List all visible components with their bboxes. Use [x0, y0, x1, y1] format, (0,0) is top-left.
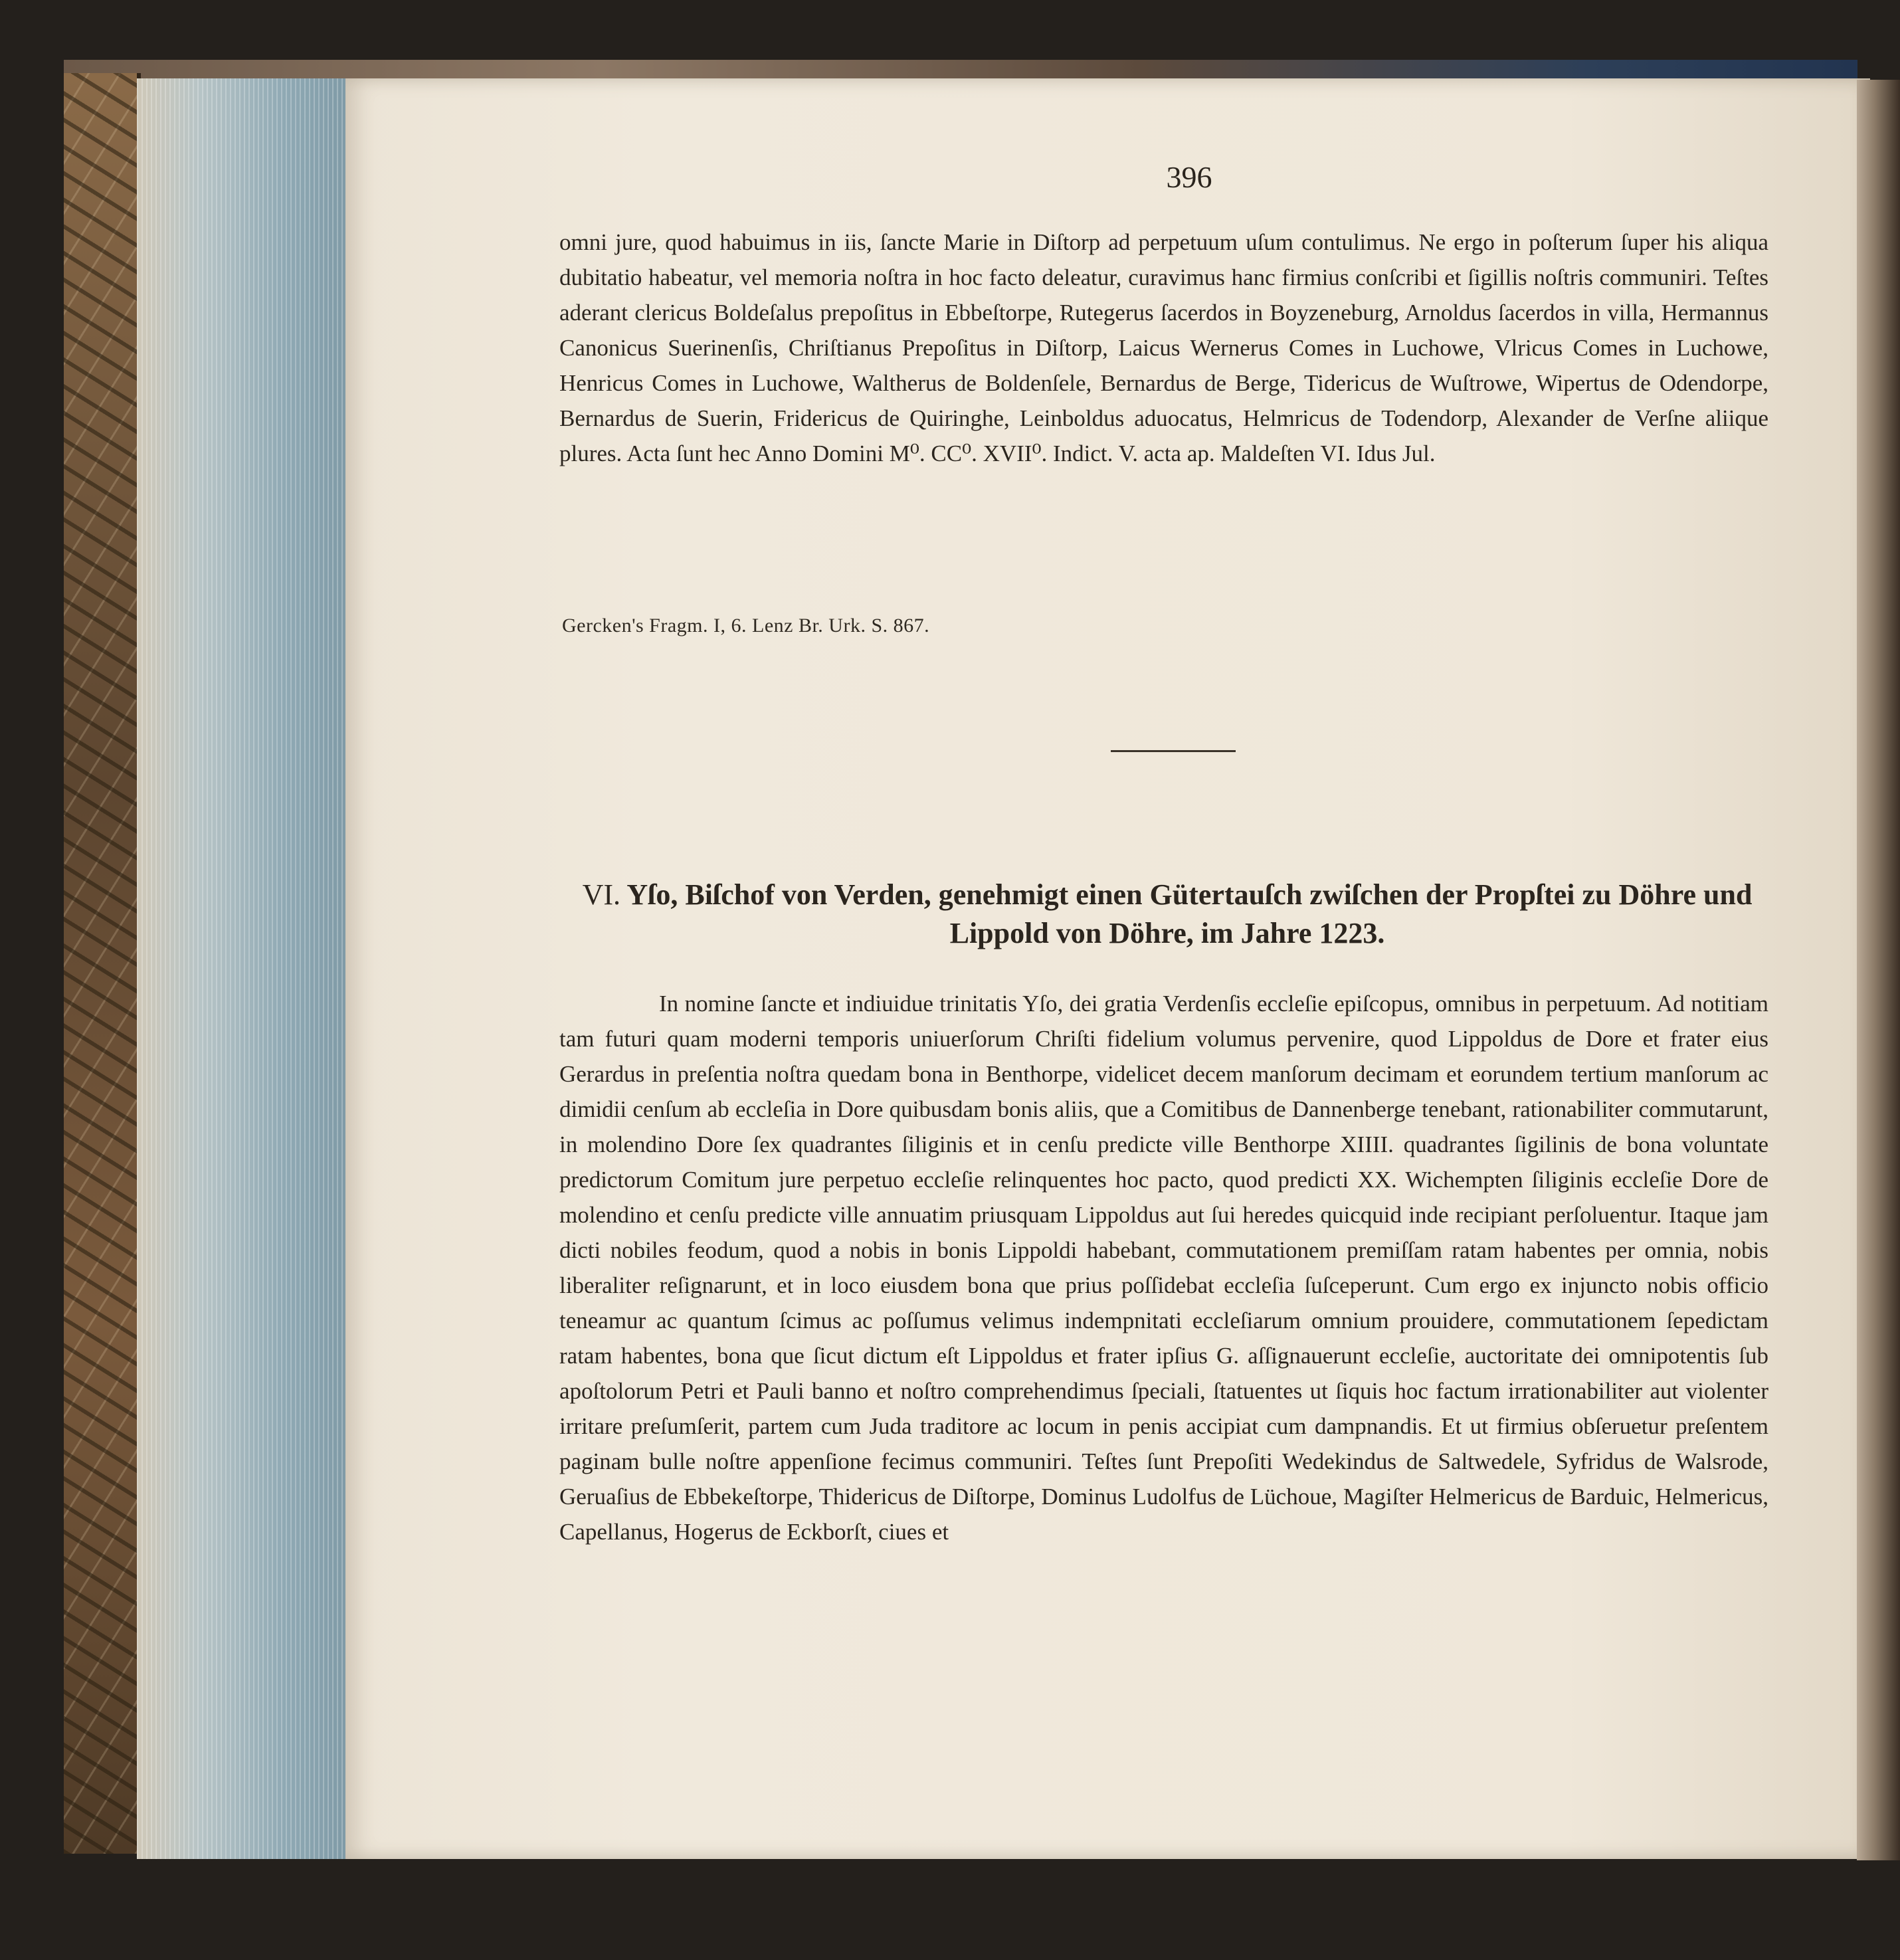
book-cover-edge	[64, 60, 1857, 80]
source-citation: Gercken's Fragm. I, 6. Lenz Br. Urk. S. 867.	[562, 615, 930, 637]
paragraph-document: In nomine ſancte et indiuidue trinitatis Yſo, dei gratia Verdenſis eccleſie epiſcopus, omnibus in perpetuum. Ad notitiam tam futuri quam moderni temporis uniuerſorum Chriſti fidelium volumus pervenire, quod Lippoldus de Dore et frater eius Gerardus in preſentia noſtra quedam bona in Benthorpe, videlicet decem manſorum decimam et eorundem tertium manſorum ac dimidii cenſum ab eccleſia in Dore quibusdam bonis aliis, que a Comitibus de Dannenberge tenebant, rationabiliter commutarunt, in molendino Dore ſex quadrantes ſiliginis et in cenſu predicte ville Benthorpe XIIII. quadrantes ſigilinis de bona voluntate predictorum Comitum jure perpetuo eccleſie relinquentes hoc pacto, quod predicti XX. Wichempten ſiliginis eccleſie Dore de molendino et cenſu predicte ville annuatim priusquam Lippoldus aut ſui heredes quicquid inde recipiant perſoluentur. Itaque jam dicti nobiles feodum, quod a nobis in bonis Lippoldi habebant, commutationem premiſſam ratam habentes per omnia, nobis liberaliter reſignarunt, et in loco eiusdem bona que prius poſſidebat eccleſia ſuſceperunt. Cum ergo ex injuncto nobis officio teneamur ac quantum ſcimus ac poſſumus velimus indempnitati eccleſiarum omnium prouidere, commutationem ſepedictam ratam habentes, bona que ſicut dictum eſt Lippoldus et frater ipſius G. aſſignauerunt eccleſie, auctoritate dei omnipotentis ſub apoſtolorum Petri et Pauli banno et noſtro comprehendimus ſpeciali, ſtatuentes ut ſiquis hoc factum irrationabiliter aut violenter irritare preſumſerit, partem cum Juda traditore ac locum in penis accipiat cum dampnandis. Et ut firmius obſeruetur preſentem paginam bulle noſtre appenſione fecimus communiri. Teſtes ſunt Prepoſiti Wedekindus de Saltwedele, Syfridus de Walsrode, Geruaſius de Ebbekeſtorpe, Thidericus de Diſtorpe, Dominus Ludolfus de Lüchoue, Magiſter Helmericus de Barduic, Helmericus, Capellanus, Hogerus de Eckborſt, ciues et	[559, 991, 1768, 1545]
document-heading	[559, 876, 1775, 953]
page-number: 396	[1166, 160, 1212, 194]
paragraph-continued: omni jure, quod habuimus in iis, ſancte Marie in Diſtorp ad perpetuum uſum contulimus. Ne ergo in poſterum ſuper his aliqua dubitatio habeatur, vel memoria noſtra in hoc facto deleatur, curavimus hanc firmius conſcribi et ſigillis noſtris communiri. Teſtes aderant clericus Boldeſalus prepoſitus in Ebbeſtorpe, Rutegerus ſacerdos in Boyzeneburg, Arnoldus ſacerdos in villa, Hermannus Canonicus Suerinenſis, Chriſtianus Prepoſitus in Diſtorp, Laicus Wernerus Comes in Luchowe, Vlricus Comes in Luchowe, Henricus Comes in Luchowe, Waltherus de Boldenſele, Bernardus de Berge, Tidericus de Wuſtrowe, Wipertus de Odendorpe, Bernardus de Suerin, Fridericus de Quiringhe, Leinboldus aduocatus, Helmricus de Todendorp, Alexander de Verſne aliique plures. Acta ſunt hec Anno Domini M⁰. CC⁰. XVII⁰. Indict. V. acta ap. Maldeſten VI. Idus Jul.	[559, 229, 1768, 466]
section-divider	[1111, 750, 1236, 752]
page-stack-lines	[137, 78, 348, 1859]
heading-number: VI.	[582, 878, 621, 911]
heading-text: Yſo, Biſchof von Verden, genehmigt einen Gütertauſch zwiſchen der Propſtei zu Döhre und Lippold von Döhre, im Jahre 1223.	[626, 878, 1753, 949]
book-cover-right	[1857, 80, 1900, 1860]
marbled-endpaper	[64, 73, 141, 1854]
